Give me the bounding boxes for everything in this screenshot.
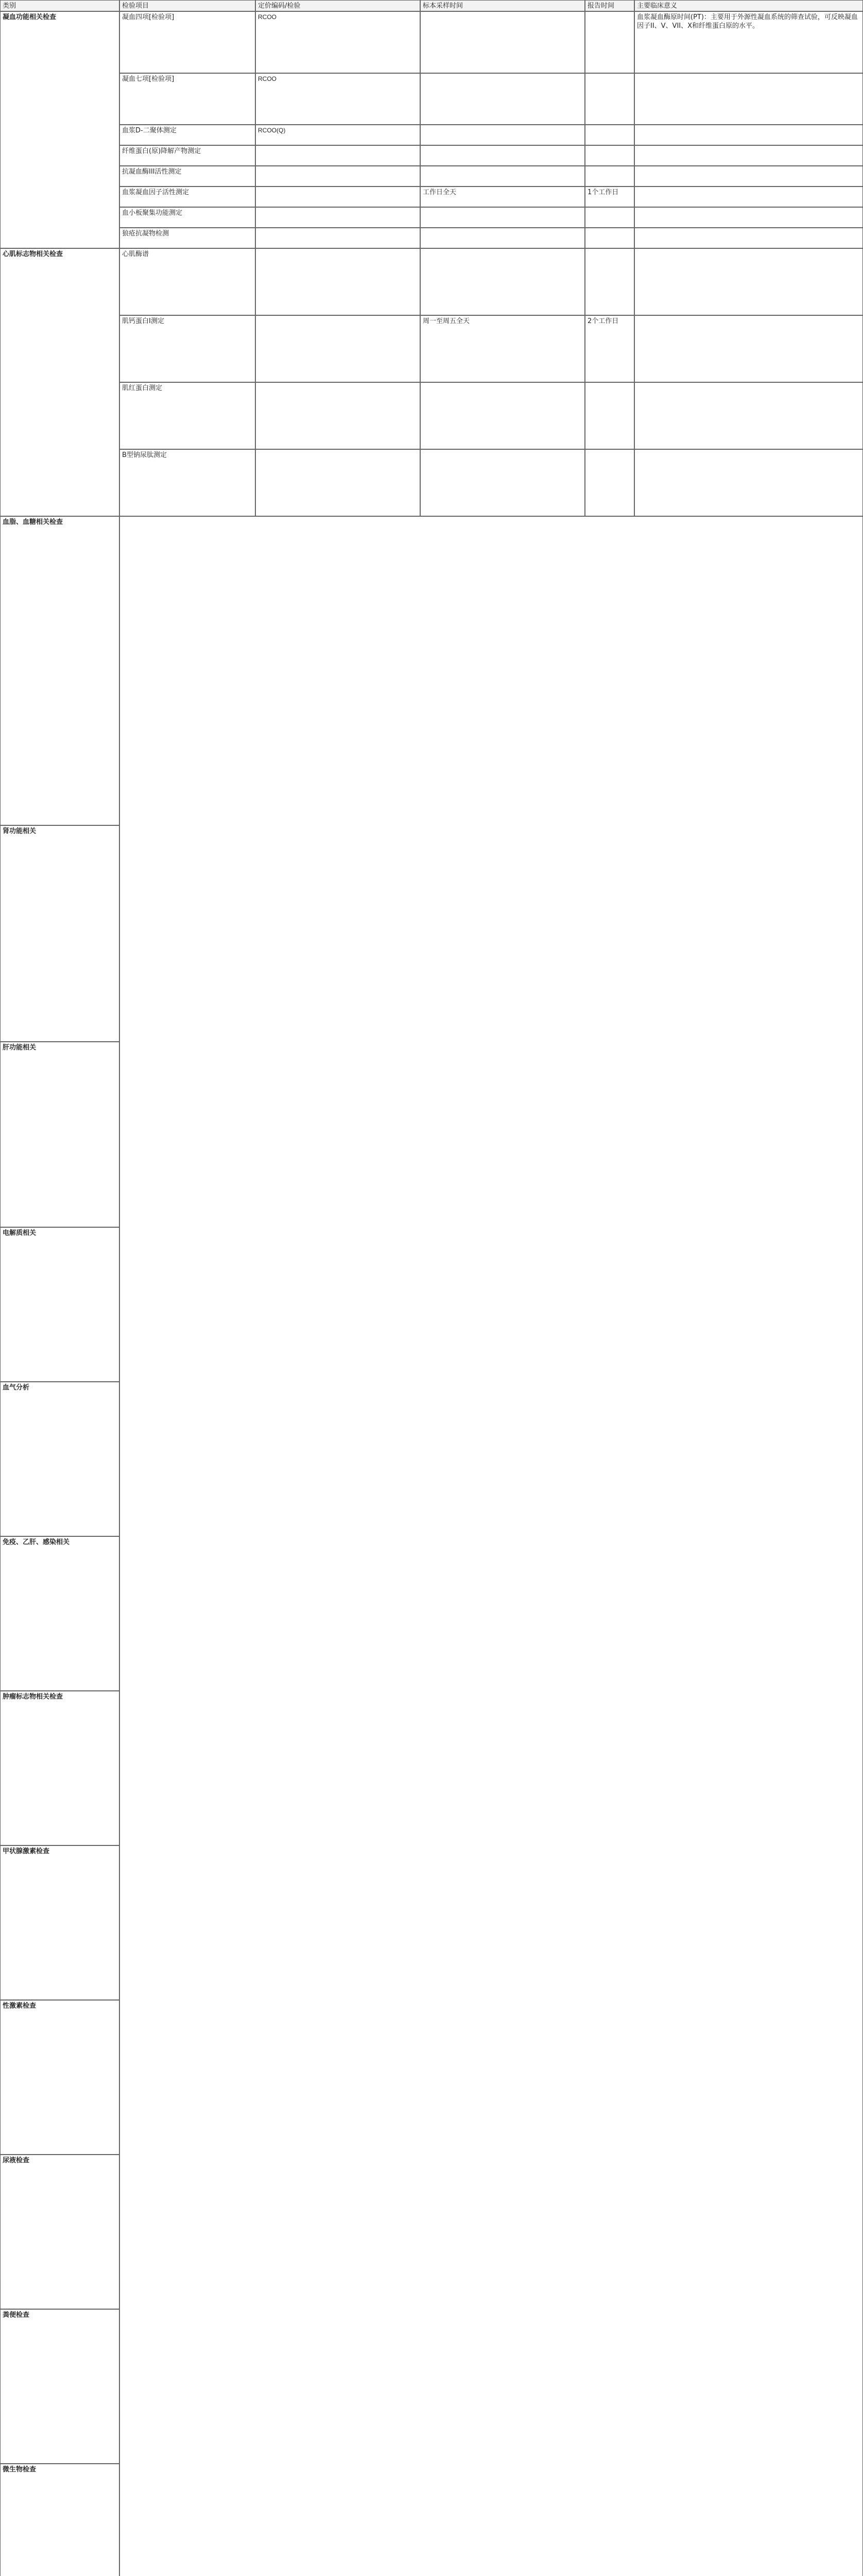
section-lipid: 血脂、血糖相关检查	[0, 516, 119, 825]
section-immune: 免疫、乙肝、感染相关	[0, 1536, 119, 1691]
row-12-item: B型钠尿肽测定	[119, 449, 255, 516]
row-4-code	[255, 145, 420, 166]
row-2-report	[585, 73, 634, 125]
row-4-item: 纤维蛋白(原)降解产物测定	[119, 145, 255, 166]
row-5-code	[255, 166, 420, 187]
row-7-report	[585, 207, 634, 228]
row-11-time	[420, 382, 585, 449]
row-9-report	[585, 248, 634, 315]
section-hormone: 性激素检查	[0, 2000, 119, 2155]
row-6-report: 1个工作日	[585, 187, 634, 207]
header-time: 标本采样时间	[420, 0, 585, 11]
section-electrolyte: 电解质相关	[0, 1227, 119, 1382]
header-code: 定价编码/检验	[255, 0, 420, 11]
section-stool: 粪便检查	[0, 2309, 119, 2464]
row-6-significance	[634, 187, 863, 207]
row-11-item: 肌红蛋白测定	[119, 382, 255, 449]
row-5-significance	[634, 166, 863, 187]
row-1-report	[585, 11, 634, 73]
row-8-significance	[634, 228, 863, 248]
header-item: 检验项目	[119, 0, 255, 11]
section-cardiac: 心肌标志物相关检查	[0, 248, 119, 516]
row-5-time	[420, 166, 585, 187]
row-3-code: RCOO(Q)	[255, 125, 420, 145]
row-3-significance	[634, 125, 863, 145]
row-11-report	[585, 382, 634, 449]
row-6-time: 工作日全天	[420, 187, 585, 207]
row-12-time	[420, 449, 585, 516]
row-1-code: RCOO	[255, 11, 420, 73]
row-9-time	[420, 248, 585, 315]
row-1-significance: 血浆凝血酶原时间(PT)：主要用于外源性凝血系统的筛查试验，可反映凝血因子II、V、VII、X和纤维蛋白原的水平。	[634, 11, 863, 73]
row-6-item: 血浆凝血因子活性测定	[119, 187, 255, 207]
row-6-code	[255, 187, 420, 207]
row-7-significance	[634, 207, 863, 228]
section-coag: 凝血功能相关检查	[0, 11, 119, 248]
row-8-time	[420, 228, 585, 248]
section-tumor: 肿瘤标志物相关检查	[0, 1691, 119, 1845]
row-5-report	[585, 166, 634, 187]
row-7-code	[255, 207, 420, 228]
row-4-report	[585, 145, 634, 166]
row-7-time	[420, 207, 585, 228]
row-8-item: 狼疮抗凝物检测	[119, 228, 255, 248]
row-10-code	[255, 315, 420, 382]
row-3-time	[420, 125, 585, 145]
row-11-significance	[634, 382, 863, 449]
row-10-significance	[634, 315, 863, 382]
row-1-item: 凝血四项[检验项]	[119, 11, 255, 73]
row-10-report: 2个工作日	[585, 315, 634, 382]
section-bloodgas: 血气分析	[0, 1382, 119, 1536]
row-2-significance	[634, 73, 863, 125]
row-11-code	[255, 382, 420, 449]
row-10-item: 肌钙蛋白I测定	[119, 315, 255, 382]
row-12-significance	[634, 449, 863, 516]
row-9-item: 心肌酶谱	[119, 248, 255, 315]
row-9-code	[255, 248, 420, 315]
section-kidney: 肾功能相关	[0, 825, 119, 1042]
row-9-significance	[634, 248, 863, 315]
row-12-report	[585, 449, 634, 516]
row-3-report	[585, 125, 634, 145]
table-continuation	[119, 516, 863, 2576]
row-7-item: 血小板聚集功能测定	[119, 207, 255, 228]
row-3-item: 血浆D-二聚体测定	[119, 125, 255, 145]
row-2-time	[420, 73, 585, 125]
header-significance: 主要临床意义	[634, 0, 863, 11]
section-urine: 尿液检查	[0, 2155, 119, 2309]
section-micro: 微生物检查	[0, 2464, 119, 2576]
row-2-code: RCOO	[255, 73, 420, 125]
row-2-item: 凝血七项[检验项]	[119, 73, 255, 125]
section-thyroid: 甲状腺激素检查	[0, 1845, 119, 2000]
section-liver: 肝功能相关	[0, 1042, 119, 1227]
header-report: 报告时间	[585, 0, 634, 11]
row-1-time	[420, 11, 585, 73]
row-4-time	[420, 145, 585, 166]
row-8-code	[255, 228, 420, 248]
header-category: 类别	[0, 0, 119, 11]
row-4-significance	[634, 145, 863, 166]
row-12-code	[255, 449, 420, 516]
row-10-time: 周一至周五全天	[420, 315, 585, 382]
row-5-item: 抗凝血酶III活性测定	[119, 166, 255, 187]
row-8-report	[585, 228, 634, 248]
